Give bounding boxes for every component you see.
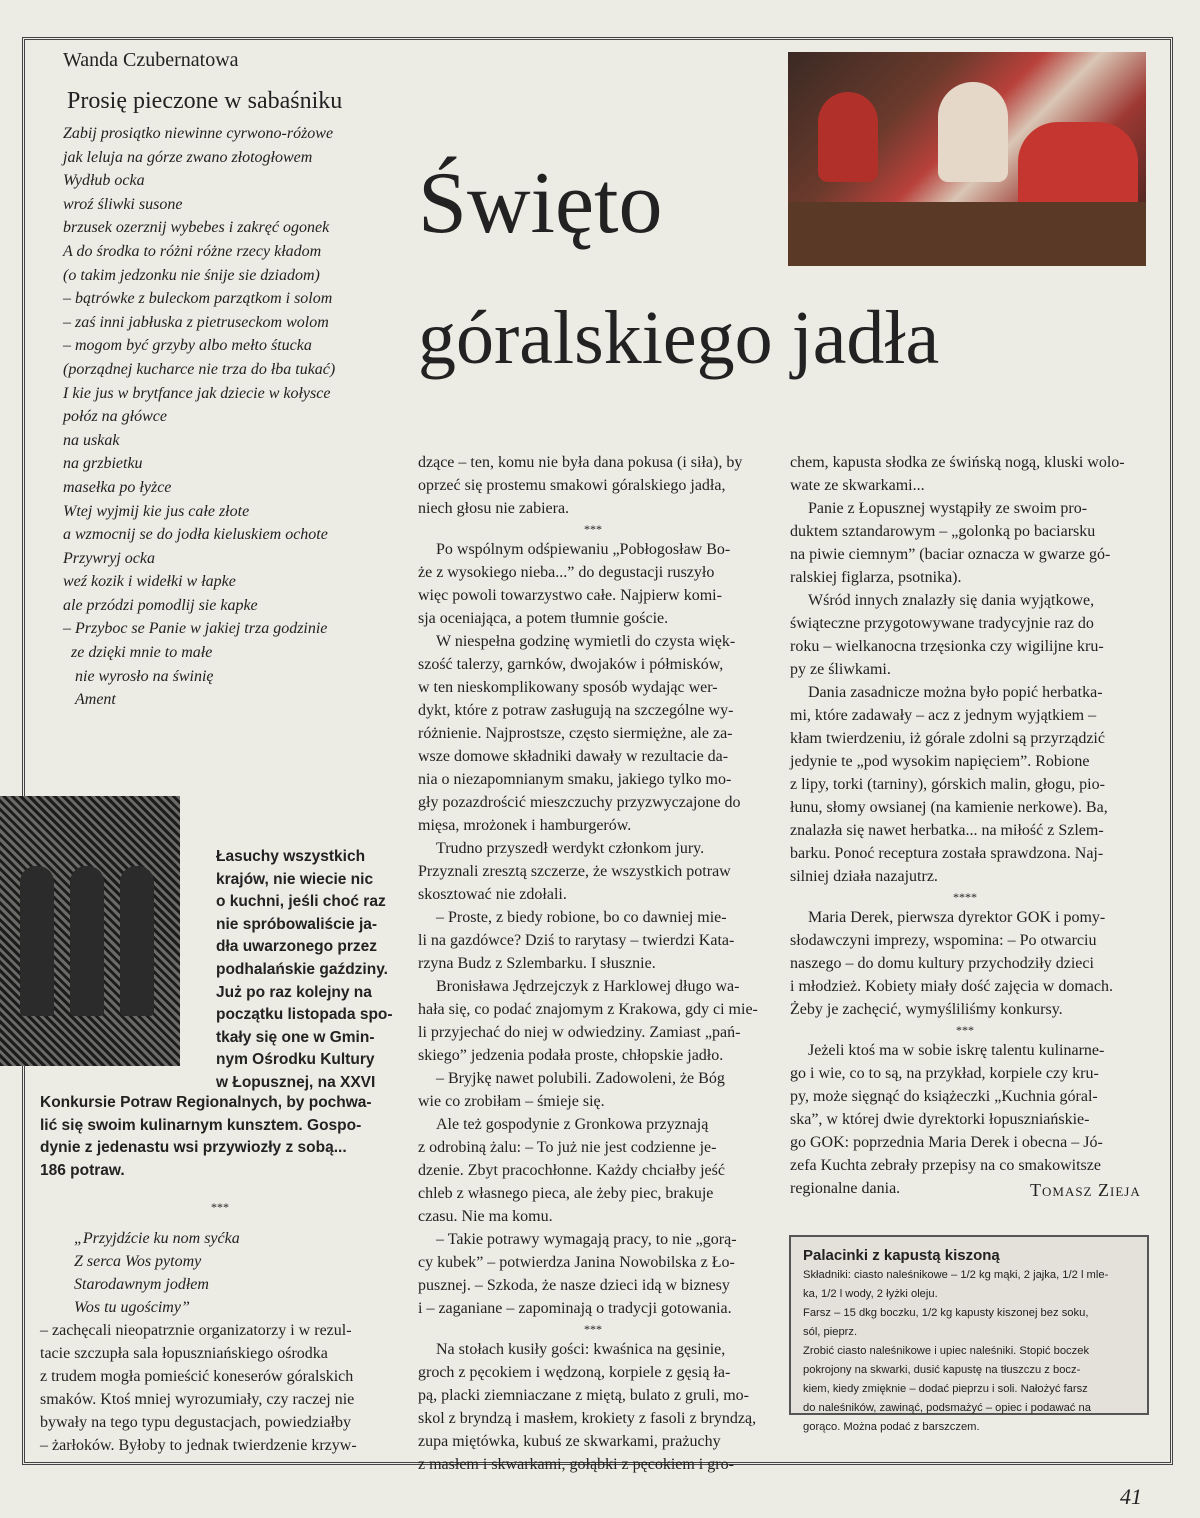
poem-line: (o takim jedzonku nie śnije sie dziadom) [63,266,320,284]
recipe-line: sól, pieprz. [803,1326,858,1338]
poem-line: – bątrówke z buleckom parzątkom i solom [63,290,333,308]
body-line: w ten nieskomplikowany sposób wydając wer- [418,679,718,696]
body-line: hała się, co podać znajomym z Krakowa, gdy ci mie- [418,1001,758,1018]
body-line: – Proste, z biedy robione, bo co dawniej mie- [436,909,727,926]
body-line: regionalne dania. [790,1180,901,1197]
body-line: z masłem i skwarkami, gołąbki z pęcokiem i gro- [418,1456,734,1473]
article-column-1 [40,1319,357,1457]
body-line: duktem sztandarowym – „golonką po baciarsku [790,523,1096,540]
body-line: rzyna Budz z Szlembarku. I słusznie. [418,955,656,972]
body-line: Przyznali zresztą szczerze, że wszystkich potraw [418,863,731,880]
poem-line: – zaś inni jabłuska z pietruseckom wolom [63,313,329,331]
lead-line: 186 potraw. [40,1161,125,1179]
poem-line: Wtej wyjmij kie jus całe złote [63,502,250,520]
lead-line: nym Ośrodku Kultury [216,1051,375,1069]
body-line: py ze śliwkami. [790,661,891,678]
body-line: ska”, w której dwie dyrektorki łopuszniańskie- [790,1111,1090,1128]
section-separator: *** [584,522,602,536]
body-line: zupa miętówka, kubuś ze skwarkami, prażuchy [418,1433,721,1450]
article-column-3 [790,451,1140,1200]
body-line: Wśród innych znalazły się dania wyjątkowe, [808,592,1095,609]
body-line: znalazła się nawet herbatka... na miłość z Szlem- [790,822,1104,839]
body-line: kłam twierdzeniu, iż górale zdolni są przyrządzić [790,730,1105,747]
body-line: Żeby je zachęcić, wymyśliliśmy konkursy. [790,1001,1063,1018]
body-line: że z wysokiego nieba...” do degustacji ruszyło [418,564,715,581]
poem-line: jak leluja na górze zwano złotogłowem [63,148,313,166]
body-line: wie co zrobiłam – śmieje się. [418,1093,605,1110]
lead-line: Już po raz kolejny na [216,983,372,1001]
body-line: skol z bryndzą i masłem, krokiety z fasoli z bryndzą, [418,1410,757,1427]
lead-paragraph-wide [40,1092,400,1182]
body-line: Ale też gospodynie z Gronkowa przyznają [436,1116,709,1133]
photo-table [788,202,1146,266]
body-line: różnienie. Najprostsze, często siermiężne, ale za- [418,725,733,742]
poem-line: wroź śliwki susone [63,195,183,213]
body-line: Maria Derek, pierwsza dyrektor GOK i pomy- [808,909,1106,926]
body-line: z odrobiną żalu: – To już nie jest codzienne je- [418,1139,717,1156]
article-photo [788,52,1146,266]
recipe-line: Farsz – 15 dkg boczku, 1/2 kg kapusty kiszonej bez soku, [803,1307,1089,1319]
quote-verse [74,1227,240,1319]
lead-paragraph [216,846,402,1095]
body-line: i młodzież. Kobiety miały dość zajęcia w domach. [790,978,1113,995]
body-line: silniej działa nazajutrz. [790,868,938,885]
poem-line: (porządnej kucharce nie trza do łba tukać) [63,360,336,378]
body-line: – Takie potrawy wymagają pracy, to nie „gorą- [436,1231,737,1248]
recipe-line: Składniki: ciasto naleśnikowe – 1/2 kg mąki, 2 jajka, 1/2 l mle- [803,1269,1109,1281]
poem-line: Przywryj ocka [63,549,155,567]
body-line: bywały na tego typu degustacjach, powiedziałby [40,1414,352,1431]
recipe-line: Zrobić ciasto naleśnikowe i upiec naleśniki. Stopić boczek [803,1345,1090,1357]
body-line: dykt, które z potraw zasługują na szczególne wy- [418,702,734,719]
body-line: – Bryjkę nawet polubili. Zadowoleni, że Bóg [436,1070,725,1087]
poem-line: ale przódzi pomodlij sie kapke [63,596,258,614]
lead-line: o kuchni, jeśli choć raz [216,893,386,911]
lead-line: dynie z jedenastu wsi przywiozły z sobą... [40,1139,347,1157]
author-signature: Tomasz Zieja [1030,1180,1141,1200]
body-line: z trudem mogła pomieścić koneserów góralskich [40,1368,354,1385]
lead-line: dła uwarzonego przez [216,938,378,956]
poem-line: Wydłub ocka [63,172,145,190]
body-line: słodawczyni imprezy, wspomina: – Po otwarciu [790,932,1097,949]
body-line: – zachęcali nieopatrznie organizatorzy i w rezul- [40,1322,352,1339]
body-line: Jeżeli ktoś ma w sobie iskrę talentu kulinarne- [808,1042,1105,1059]
body-line: py, może sięgnąć do książeczki „Kuchnia góral- [790,1088,1098,1105]
body-line: tacie szczupła sala łopuszniańskiego ośrodka [40,1345,328,1362]
body-line: zefa Kuchta zebrały przepisy na co smakowitsze [790,1157,1101,1174]
body-line: mi, które zadawały – acz z jednym wyjątkiem – [790,707,1097,724]
section-separator: *** [211,1200,229,1214]
poem-line: – mogom być grzyby albo mełto śtucka [63,337,312,355]
poem-line: ze dzięki mnie to małe [71,644,213,662]
article-column-2 [418,451,768,1476]
body-line: mięsa, mrożonek i hamburgerów. [418,817,632,834]
body-line: skosztować nie zdołali. [418,886,567,903]
body-line: go GOK: poprzednia Maria Derek i obecna – Jó- [790,1134,1103,1151]
poem-line: połóz na główce [63,408,167,426]
lead-line: Łasuchy wszystkich [216,848,366,865]
body-line: oprzeć się prostemu smakowi góralskiego jadła, [418,477,726,494]
photo-figure [818,92,878,182]
lead-line: Konkursie Potraw Regionalnych, by pochwa- [40,1094,372,1111]
body-line: szość talerzy, garnków, dwojaków i półmisków, [418,656,724,673]
woodcut-figure [70,866,104,1016]
body-line: wsze domowe składniki dawały w rezultacie da- [418,748,729,765]
lead-line: lić się swoim kulinarnym kunsztem. Gospo- [40,1116,362,1134]
headline-line-2: góralskiego jadła [418,296,940,380]
body-line: świąteczne przygotowywane tradycyjnie raz do [790,615,1094,632]
body-line: chleb z własnego pieca, ale żeby piec, brakuje [418,1185,714,1202]
recipe-box [789,1235,1149,1433]
body-line: Po wspólnym odśpiewaniu „Pobłogosław Bo- [436,541,731,558]
lead-line: nie spróbowaliście ja- [216,915,378,933]
lead-line: w Łopusznej, na XXVI [216,1073,376,1091]
body-line: łunu, słomy owsianej (na kamienie nerkowe). Ba, [790,799,1108,816]
headline-line-1: Święto [418,155,663,252]
poem-line: – Przyboc se Panie w jakiej trza godzinie [63,620,328,638]
body-line: Dania zasadnicze można było popić herbatka- [808,684,1103,701]
body-line: – żarłoków. Byłoby to jednak twierdzenie krzyw- [40,1437,357,1454]
poem-line: A do środka to różni różne rzecy kładom [63,242,322,260]
poem-line: weź kozik i widełki w łapke [63,573,236,591]
body-line: więc powoli towarzystwo całe. Najpierw komi- [418,587,722,604]
poem-line: na grzbietku [63,455,143,473]
quote-line: „Przyjdźcie ku nom syćka [74,1230,240,1247]
recipe-line: pokrojony na skwarki, dusić kapustę na tłuszczu z bocz- [803,1364,1081,1376]
recipe-title: Palacinki z kapustą kiszoną [803,1247,1000,1264]
body-line: czasu. Nie ma komu. [418,1208,553,1225]
body-line: Na stołach kusiły gości: kwaśnica na gęsinie, [436,1341,726,1358]
body-line: Trudno przyszedł werdykt członkom jury. [436,840,705,857]
body-line: pą, placki ziemniaczane z miętą, bulato z gruli, mo- [418,1387,749,1404]
woodcut-illustration [0,796,180,1066]
body-line: li przyjechać do niej w odwiedziny. Zamiast „pań- [418,1024,741,1041]
body-line: jedynie te „pod wysokim napięciem”. Robione [790,753,1090,770]
body-line: Bronisława Jędrzejczyk z Harklowej długo wa- [436,978,740,995]
poem-line: a wzmocnij se do jodła kieluskiem ochote [63,526,328,544]
recipe-line: ka, 1/2 l wody, 2 łyżki oleju. [803,1288,938,1300]
page-number: 41 [1120,1484,1142,1509]
body-line: sja oceniająca, a potem tłumnie goście. [418,610,669,627]
woodcut-figure [120,866,154,1016]
poem-title: Prosię pieczone w sabaśniku [67,88,343,114]
section-separator: *** [584,1322,602,1336]
lead-line: początku listopada spo- [216,1006,393,1024]
poem-author: Wanda Czubernatowa [63,49,239,71]
body-line: niech głosu nie zabiera. [418,500,570,517]
body-line: ralskiej figlarza, psotnika). [790,569,962,586]
recipe-line: do naleśników, zawinąć, podsmażyć – opiec i podawać na [803,1402,1091,1414]
body-line: groch z pęcokiem i wędzoną, korpiele z gęsią ła- [418,1364,731,1381]
body-line: nia o niezapomnianym smaku, jakiego tylko mo- [418,771,732,788]
body-line: pusznej. – Szkoda, że nasze dzieci idą w biznesy [418,1277,730,1294]
body-line: roku – wielkanocna trzęsionka czy wigilijne kru- [790,638,1104,655]
lead-line: krajów, nie wiecie nic [216,870,374,888]
poem-line: Ament [75,691,116,709]
woodcut-figure [20,866,54,1016]
recipe-line: kiem, kiedy zmięknie – dodać pieprzu i soli. Nałożyć farsz [803,1383,1088,1395]
recipe-line: gorąco. Można podać z barszczem. [803,1421,980,1433]
body-line: smaków. Ktoś mniej wyrozumiały, czy raczej nie [40,1391,355,1408]
section-separator: **** [953,890,977,904]
body-line: wate ze skwarkami... [790,477,925,494]
body-line: barku. Ponoć receptura została sprawdzona. Naj- [790,845,1104,862]
lead-line: tkały się one w Gmin- [216,1028,375,1046]
body-line: i – zaganiane – zapominają o tradycji gotowania. [418,1300,732,1317]
body-line: dzące – ten, komu nie była dana pokusa (i siła), by [418,454,743,471]
poem-line: brzusek ozerznij wybebes i zakręć ogonek [63,219,330,237]
body-line: skiego” jedzenia podała proste, chłopskie jadło. [418,1047,724,1064]
poem-line: masełka po łyżce [63,478,172,496]
photo-figure [938,82,1008,182]
body-line: W niespełna godzinę wymietli do czysta więk- [436,633,736,650]
poem-line: Zabij prosiątko niewinne cyrwono-różowe [63,125,334,142]
quote-line: Wos tu ugościmy” [74,1299,190,1316]
poem-line: I kie jus w brytfance jak dziecie w kołysce [63,384,331,402]
body-line: naszego – do domu kultury przychodziły dzieci [790,955,1094,972]
lead-line: podhalańskie gaździny. [216,960,388,978]
body-line: z lipy, torki (tarniny), górskich malin, głogu, pio- [790,776,1105,793]
poem-line: na uskak [63,431,120,449]
body-line: cy kubek” – potwierdza Janina Nowobilska z Ło- [418,1254,735,1271]
section-separator: *** [956,1023,974,1037]
poem-line: nie wyrosło na świnię [75,667,214,685]
body-line: na piwie ciemnym” (baciar oznacza w gwarze gó- [790,546,1111,563]
quote-line: Starodawnym jodłem [74,1276,209,1293]
body-line: dzenie. Zbyt pracochłonne. Każdy chciałby jeść [418,1162,725,1179]
body-line: chem, kapusta słodka ze świńską nogą, kluski wolo- [790,454,1125,471]
body-line: li na gazdówce? Dziś to rarytasy – twierdzi Kata- [418,932,735,949]
poem-text [63,122,403,712]
body-line: go i wie, co to są, na przykład, korpiele czy kru- [790,1065,1099,1082]
body-line: gły pozazdrościć mieszczuchy przyzwyczajone do [418,794,741,811]
quote-line: Z serca Wos pytomy [74,1253,202,1270]
body-line: Panie z Łopusznej wystąpiły ze swoim pro- [808,500,1088,517]
